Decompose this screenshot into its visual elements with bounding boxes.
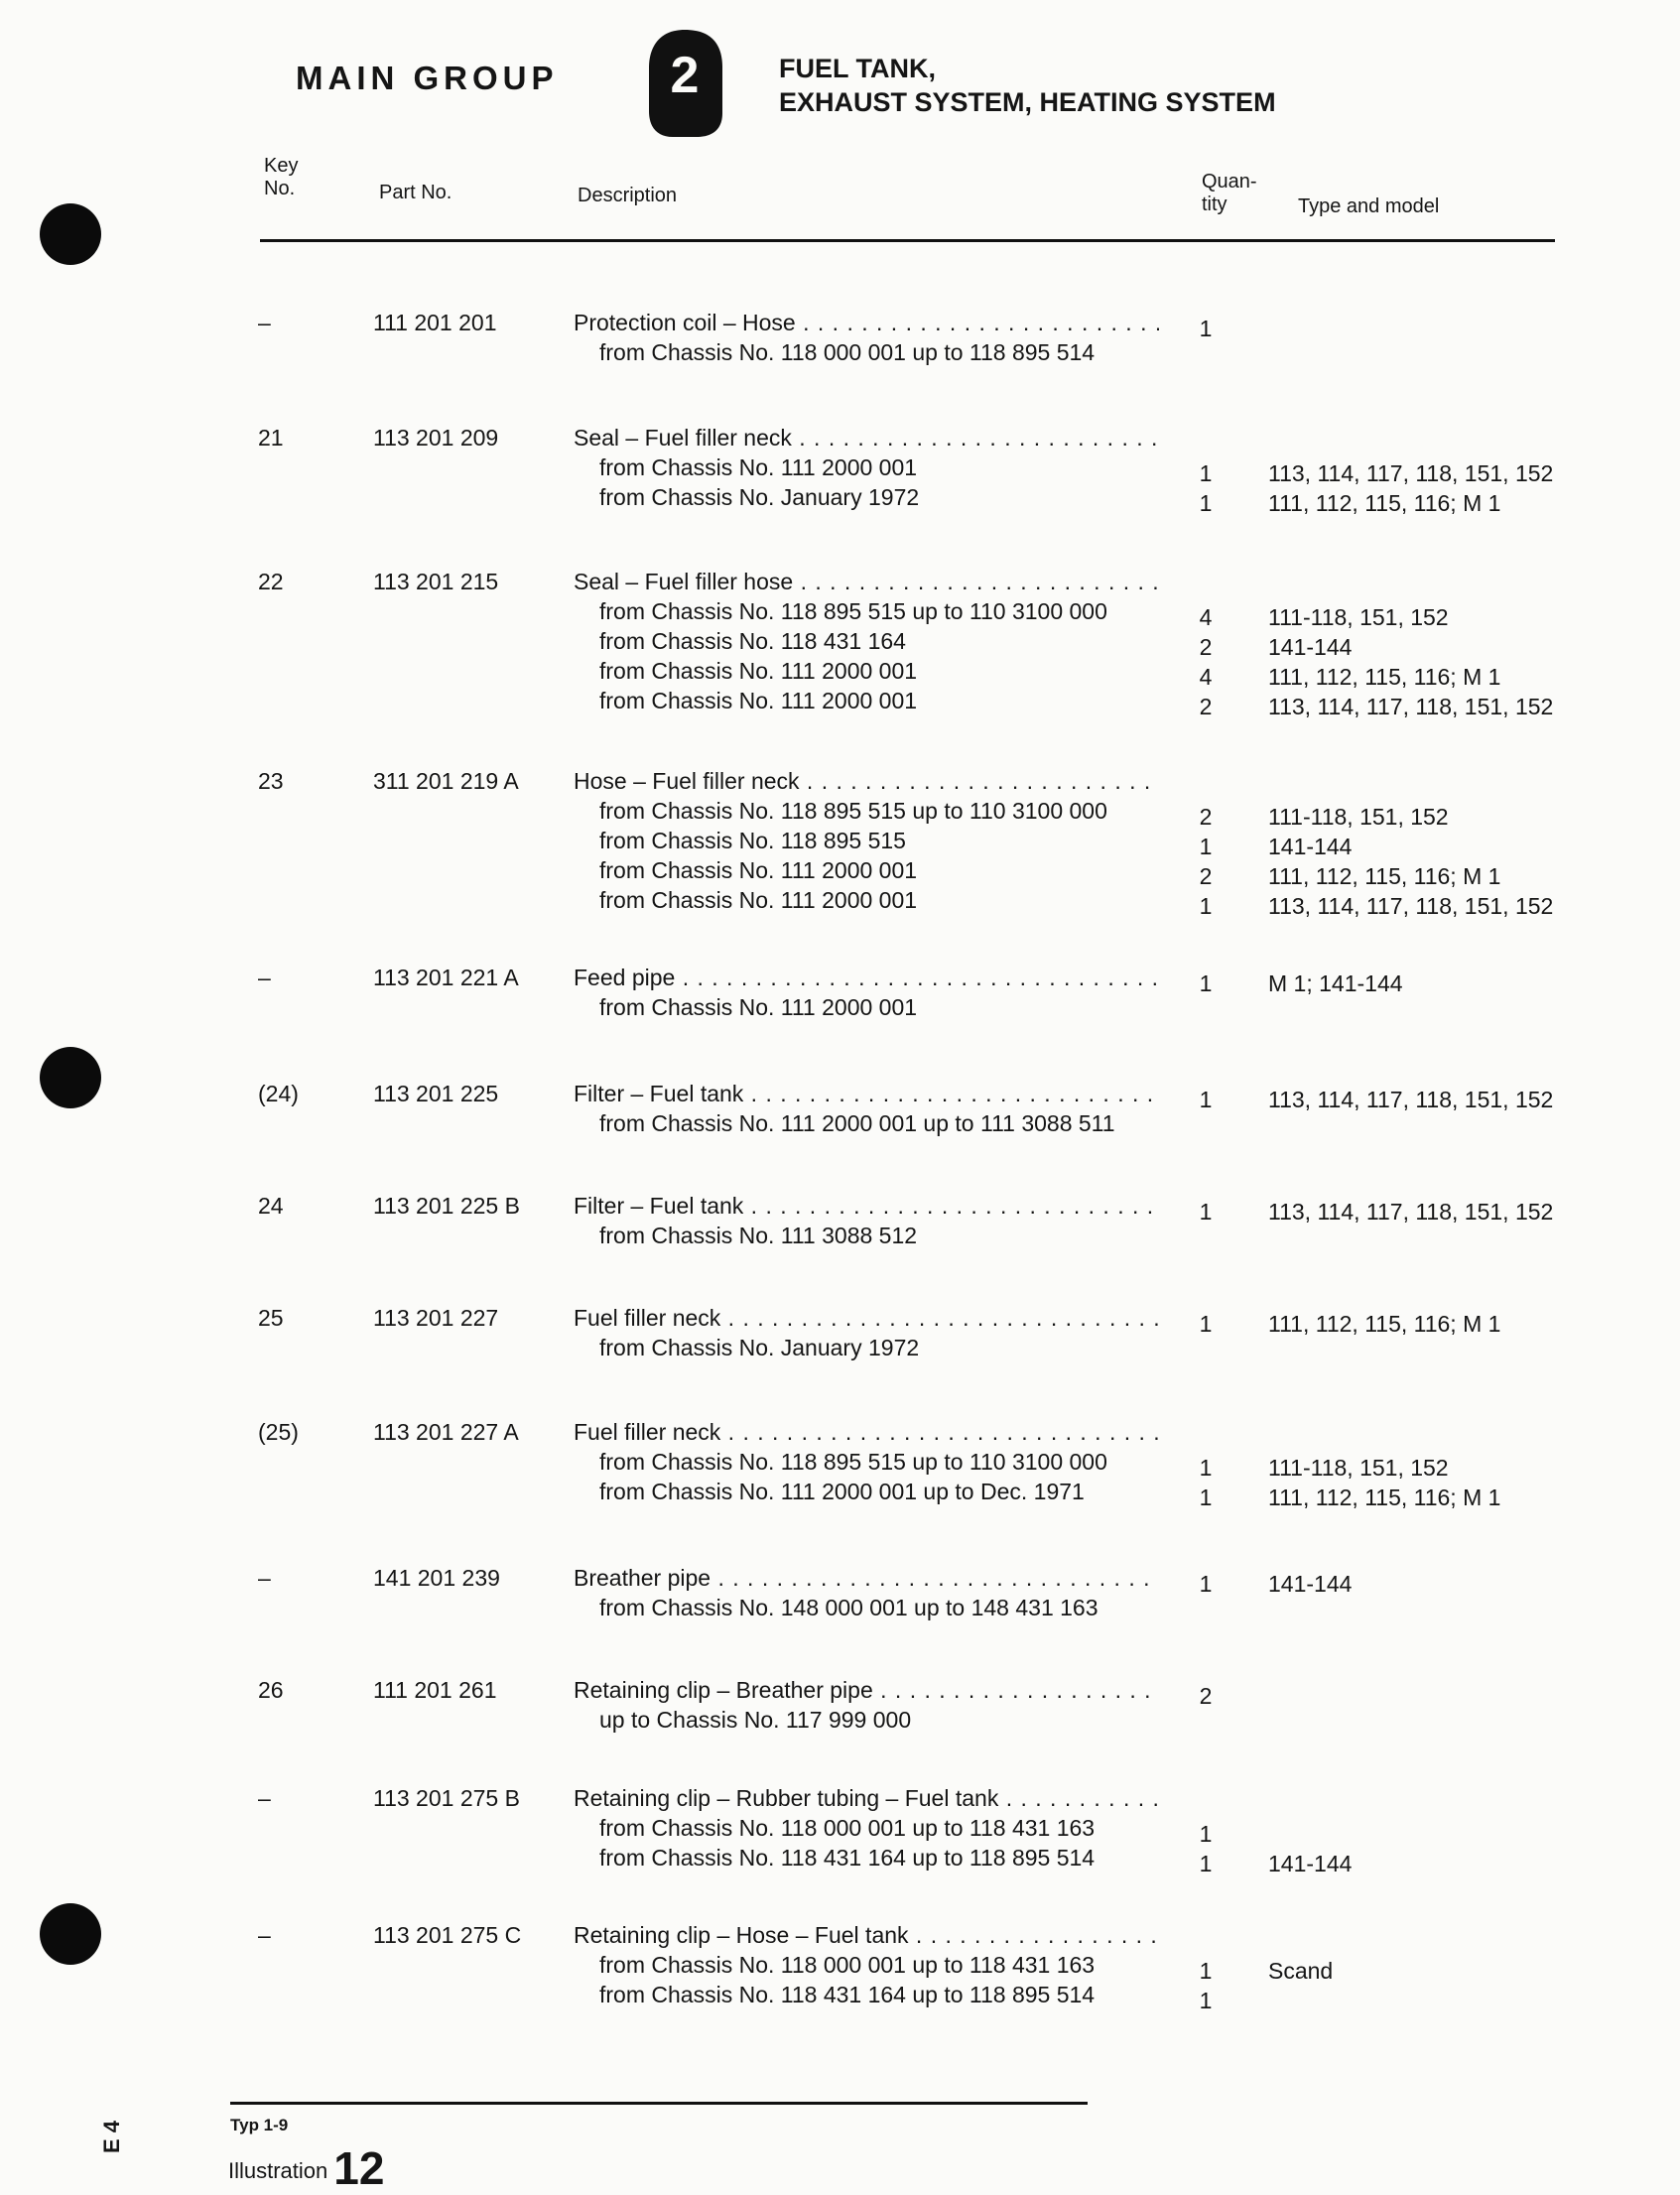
description-subline: from Chassis No. 111 2000 001 up to Dec. 1971: [599, 1479, 1085, 1504]
description-subline: from Chassis No. 111 2000 001: [599, 994, 918, 1020]
side-page-code: E 4: [99, 2120, 124, 2153]
footer-type-range: Typ 1-9: [230, 2116, 289, 2134]
type-and-model: [1268, 1197, 1665, 1227]
description-subline: from Chassis No. 118 000 001 up to 118 431 163: [599, 1815, 1096, 1841]
description: [574, 1303, 1159, 1362]
description-title: Protection coil – Hose . . .: [574, 308, 1159, 337]
description-subline: from Chassis No. 111 2000 001: [599, 857, 918, 883]
type-model-value: 141-144: [1268, 1851, 1353, 1876]
column-type-and-model: Type and model: [1298, 195, 1440, 217]
type-model-value: 113, 114, 117, 118, 151, 152: [1268, 893, 1554, 919]
quantity-value: 2: [1199, 634, 1213, 660]
quantity-value: [1191, 772, 1221, 802]
part-no: 113 201 227 A: [373, 1419, 519, 1445]
type-and-model: [1268, 1309, 1665, 1339]
type-model-value: [1268, 1681, 1665, 1711]
column-part-no: Part No.: [379, 182, 452, 203]
key-no: 22: [258, 569, 284, 594]
key-no: –: [258, 965, 271, 990]
type-model-value: 111, 112, 115, 116; M 1: [1268, 1485, 1501, 1510]
part-no: 111 201 201: [373, 310, 497, 335]
key-no: –: [258, 1922, 271, 1948]
type-and-model: [1268, 573, 1665, 721]
quantity: [1191, 1197, 1221, 1227]
footer-illustration: [228, 2141, 384, 2195]
quantity-value: 1: [1199, 1311, 1213, 1337]
description: [574, 1191, 1159, 1250]
description-title: Seal – Fuel filler hose . . .: [574, 567, 1159, 596]
part-no: 113 201 225: [373, 1081, 499, 1106]
description-title: Retaining clip – Hose – Fuel tank . . .: [574, 1920, 1159, 1950]
type-and-model: [1268, 1423, 1665, 1512]
quantity-value: 4: [1199, 604, 1213, 630]
column-key-no: Key No.: [264, 155, 299, 199]
type-and-model: [1268, 772, 1665, 921]
quantity-value: 2: [1199, 804, 1213, 830]
description: [574, 1417, 1159, 1506]
punch-hole: [40, 203, 101, 265]
section-title-line2: EXHAUST SYSTEM, HEATING SYSTEM: [779, 87, 1276, 117]
key-no: 24: [258, 1193, 284, 1219]
description-subline: from Chassis No. January 1972: [599, 1335, 920, 1360]
footer-rule: [230, 2102, 1088, 2105]
description: [574, 308, 1159, 367]
type-model-value: [1268, 314, 1665, 343]
type-and-model: [1268, 429, 1665, 518]
header-rule: [260, 239, 1555, 242]
key-no: 26: [258, 1677, 284, 1703]
type-model-value: 141-144: [1268, 1571, 1353, 1597]
quantity-value: 1: [1199, 1958, 1213, 1984]
description-subline: from Chassis No. 111 2000 001 up to 111 3088 511: [599, 1110, 1115, 1136]
type-and-model: [1268, 1926, 1665, 2015]
quantity: [1191, 314, 1221, 343]
quantity-value: 1: [1199, 1087, 1213, 1112]
description-subline: from Chassis No. 118 895 515 up to 110 3100 000: [599, 598, 1107, 624]
type-and-model: [1268, 968, 1665, 998]
quantity: [1191, 1926, 1221, 2015]
type-model-value: [1268, 429, 1665, 458]
type-and-model: [1268, 1569, 1665, 1599]
description-subline: up to Chassis No. 117 999 000: [599, 1707, 912, 1733]
quantity-value: 1: [1199, 460, 1213, 486]
quantity: [1191, 772, 1221, 921]
type-model-value: 111, 112, 115, 116; M 1: [1268, 863, 1501, 889]
type-model-value: 141-144: [1268, 634, 1353, 660]
column-description: Description: [578, 185, 678, 206]
key-no: –: [258, 1785, 271, 1811]
group-number: 2: [670, 47, 700, 104]
description-title: Filter – Fuel tank . . .: [574, 1191, 1159, 1221]
illustration-label: Illustration: [228, 2158, 328, 2183]
part-no: 113 201 275 C: [373, 1922, 522, 1948]
part-no: 141 201 239: [373, 1565, 500, 1591]
key-no: 25: [258, 1305, 284, 1331]
description-title: Seal – Fuel filler neck . . .: [574, 423, 1159, 452]
part-no: 113 201 209: [373, 425, 499, 451]
type-model-value: [1268, 1926, 1665, 1956]
quantity-value: 1: [1199, 1571, 1213, 1597]
quantity: [1191, 1789, 1221, 1878]
description-title: Filter – Fuel tank . . .: [574, 1079, 1159, 1108]
quantity-value: 1: [1199, 893, 1213, 919]
illustration-number: 12: [333, 2142, 385, 2194]
description-title: Retaining clip – Rubber tubing – Fuel tank . . .: [574, 1783, 1159, 1813]
quantity: [1191, 1569, 1221, 1599]
type-and-model: [1268, 1681, 1665, 1711]
quantity-value: 1: [1199, 1455, 1213, 1481]
type-model-value: 111-118, 151, 152: [1268, 804, 1449, 830]
key-no: (25): [258, 1419, 299, 1445]
description-title: Fuel filler neck . . .: [574, 1303, 1159, 1333]
quantity-value: 1: [1199, 970, 1213, 996]
type-model-value: 111, 112, 115, 116; M 1: [1268, 490, 1501, 516]
group-number-badge: [645, 28, 724, 139]
description-subline: from Chassis No. 118 000 001 up to 118 431 163: [599, 1952, 1096, 1978]
description: [574, 963, 1159, 1022]
part-no: 111 201 261: [373, 1677, 497, 1703]
description-subline: from Chassis No. 118 431 164 up to 118 895 514: [599, 1845, 1096, 1871]
key-no: 23: [258, 768, 284, 794]
quantity-value: [1191, 1423, 1221, 1453]
type-model-value: M 1; 141-144: [1268, 970, 1403, 996]
punch-hole: [40, 1047, 101, 1108]
description: [574, 766, 1159, 915]
description: [574, 1920, 1159, 2009]
description-title: Fuel filler neck . . .: [574, 1417, 1159, 1447]
part-no: 113 201 215: [373, 569, 499, 594]
description-subline: from Chassis No. 148 000 001 up to 148 431 163: [599, 1595, 1098, 1620]
quantity-value: 2: [1199, 863, 1213, 889]
key-no: (24): [258, 1081, 299, 1106]
quantity-value: 2: [1199, 694, 1213, 719]
section-title: [779, 52, 1276, 119]
quantity: [1191, 1423, 1221, 1512]
type-and-model: [1268, 1085, 1665, 1114]
description-subline: from Chassis No. 111 3088 512: [599, 1223, 918, 1248]
description-subline: from Chassis No. 111 2000 001: [599, 658, 918, 684]
type-model-value: [1268, 573, 1665, 602]
type-model-value: 111, 112, 115, 116; M 1: [1268, 1311, 1501, 1337]
part-no: 113 201 275 B: [373, 1785, 520, 1811]
type-model-value: 113, 114, 117, 118, 151, 152: [1268, 694, 1554, 719]
key-no: –: [258, 310, 271, 335]
part-no: 113 201 221 A: [373, 965, 519, 990]
description-subline: from Chassis No. 118 431 164: [599, 628, 906, 654]
punch-hole: [40, 1903, 101, 1965]
description-subline: from Chassis No. January 1972: [599, 484, 920, 510]
quantity: [1191, 429, 1221, 518]
quantity-value: [1191, 1789, 1221, 1819]
description: [574, 1783, 1159, 1872]
description: [574, 567, 1159, 715]
description-title: Feed pipe . . .: [574, 963, 1159, 992]
type-model-value: 111-118, 151, 152: [1268, 1455, 1449, 1481]
quantity-value: 1: [1199, 1988, 1213, 2013]
quantity-value: 1: [1199, 1485, 1213, 1510]
quantity-value: [1191, 1926, 1221, 1956]
description-subline: from Chassis No. 118 895 515: [599, 828, 906, 853]
main-group-label: MAIN GROUP: [296, 60, 559, 96]
type-model-value: [1268, 1986, 1665, 2015]
quantity-value: 4: [1199, 664, 1213, 690]
quantity-value: 1: [1199, 1821, 1213, 1847]
description-subline: from Chassis No. 118 000 001 up to 118 895 514: [599, 339, 1096, 365]
quantity-value: 1: [1199, 316, 1213, 341]
quantity-value: [1191, 429, 1221, 458]
section-title-line1: FUEL TANK,: [779, 54, 936, 83]
description-subline: from Chassis No. 118 431 164 up to 118 895 514: [599, 1982, 1096, 2007]
type-and-model: [1268, 1789, 1665, 1878]
type-model-value: 141-144: [1268, 834, 1353, 859]
type-model-value: [1268, 1789, 1665, 1819]
description-subline: from Chassis No. 118 895 515 up to 110 3100 000: [599, 1449, 1107, 1475]
quantity: [1191, 573, 1221, 721]
description: [574, 1079, 1159, 1138]
description-subline: from Chassis No. 111 2000 001: [599, 887, 918, 913]
description: [574, 1563, 1159, 1622]
type-model-value: 111-118, 151, 152: [1268, 604, 1449, 630]
type-model-value: 113, 114, 117, 118, 151, 152: [1268, 1199, 1554, 1225]
quantity-value: 1: [1199, 1851, 1213, 1876]
quantity: [1191, 1681, 1221, 1711]
part-no: 113 201 227: [373, 1305, 499, 1331]
part-no: 113 201 225 B: [373, 1193, 520, 1219]
description-subline: from Chassis No. 111 2000 001: [599, 688, 918, 713]
description-title: Hose – Fuel filler neck . . .: [574, 766, 1159, 796]
quantity: [1191, 968, 1221, 998]
description-subline: from Chassis No. 111 2000 001: [599, 454, 918, 480]
part-no: 311 201 219 A: [373, 768, 519, 794]
type-model-value: Scand: [1268, 1958, 1334, 1984]
type-model-value: 113, 114, 117, 118, 151, 152: [1268, 460, 1554, 486]
quantity-value: 1: [1199, 490, 1213, 516]
description-subline: from Chassis No. 118 895 515 up to 110 3100 000: [599, 798, 1107, 824]
quantity-value: 1: [1199, 1199, 1213, 1225]
type-model-value: 111, 112, 115, 116; M 1: [1268, 664, 1501, 690]
key-no: –: [258, 1565, 271, 1591]
description-title: Breather pipe . . .: [574, 1563, 1159, 1593]
column-quantity: Quan- tity: [1202, 171, 1257, 215]
description: [574, 1675, 1159, 1735]
type-and-model: [1268, 314, 1665, 343]
type-model-value: [1268, 772, 1665, 802]
key-no: 21: [258, 425, 284, 451]
quantity-value: [1191, 573, 1221, 602]
quantity-value: 2: [1199, 1683, 1213, 1709]
description-title: Retaining clip – Breather pipe . . .: [574, 1675, 1159, 1705]
type-model-value: 113, 114, 117, 118, 151, 152: [1268, 1087, 1554, 1112]
type-model-value: [1268, 1819, 1665, 1849]
type-model-value: [1268, 1423, 1665, 1453]
quantity: [1191, 1085, 1221, 1114]
quantity: [1191, 1309, 1221, 1339]
quantity-value: 1: [1199, 834, 1213, 859]
description: [574, 423, 1159, 512]
